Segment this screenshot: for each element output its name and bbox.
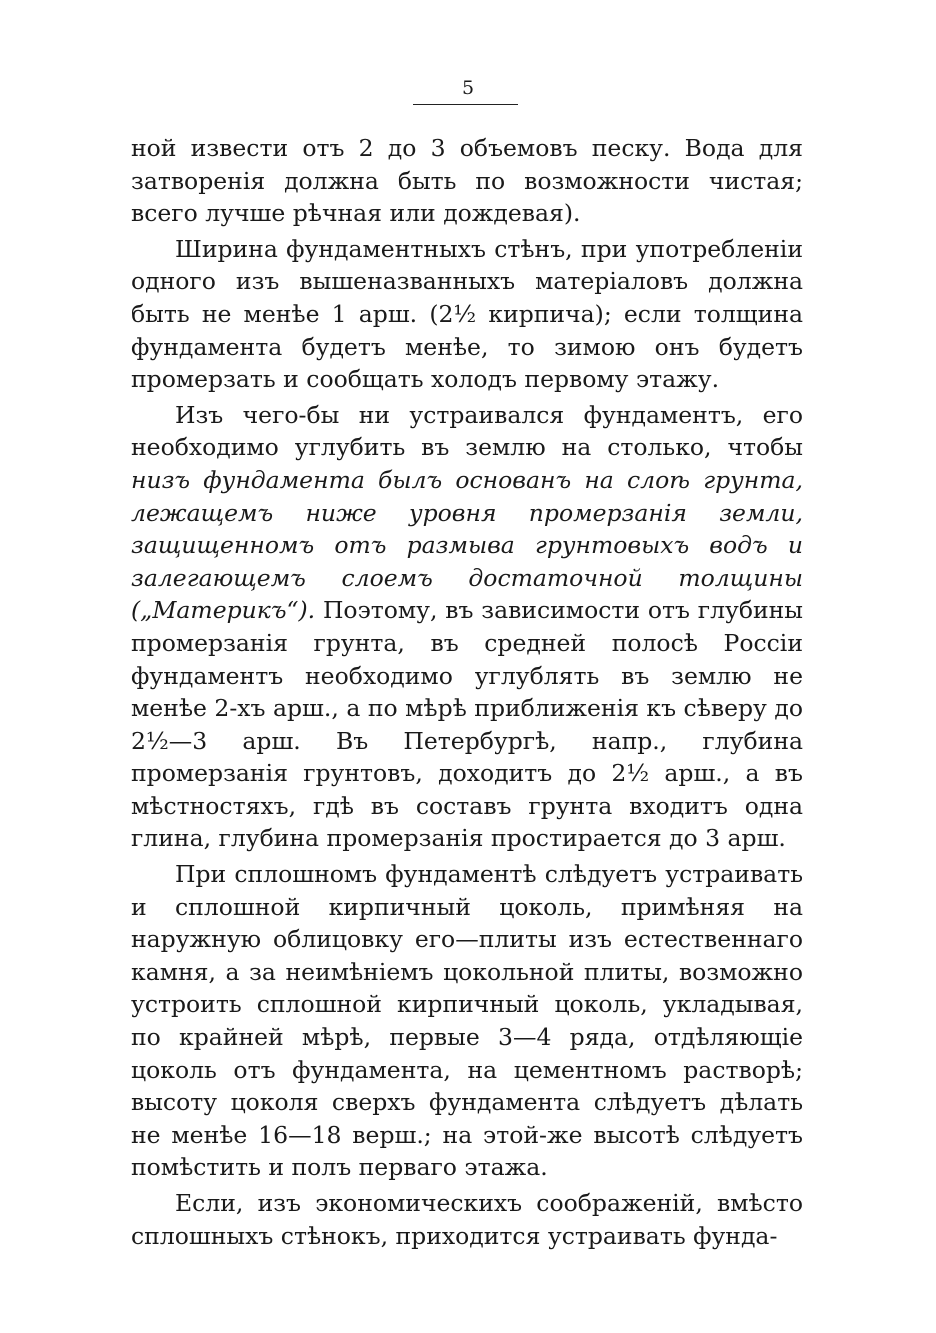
paragraph-2: Ширина фундаментныхъ стѣнъ, при употребленіи одного изъ вышеназванныхъ матеріаловъ должна быть не менѣе 1 арш. (2½ кирпича); если толщина фундамента будетъ менѣе, то зимою онъ будетъ промерзать и сообщать холодъ первому этажу. xyxy=(131,234,803,394)
paragraph-5: Если, изъ экономическихъ соображеній, вмѣсто сплошныхъ стѣнокъ, приходится устраивать фунда- xyxy=(131,1189,803,1250)
header-rule xyxy=(413,104,518,105)
paragraph-3-italic-emphasis: низъ фундамента былъ основанъ на слоѣ грунта, лежащемъ ниже уровня промерзанія земли, защищенномъ отъ размыва грунтовыхъ водъ и залегающемъ слоемъ достаточной толщины („Материкъ“). xyxy=(131,465,803,625)
paragraph-3 xyxy=(131,399,803,855)
page-number: 5 xyxy=(461,77,475,99)
paragraph-3-text-end: Поэтому, въ зависимости отъ глубины промерзанія грунта, въ средней полосѣ Россіи фундаментъ необходимо углублять въ землю не менѣе 2-хъ арш., а по мѣрѣ приближенія къ сѣверу до 2½—3 арш. Въ Петербургѣ, напр., глубина промерзанія грунтовъ, доходитъ до 2½ арш., а въ мѣстностяхъ, гдѣ въ составъ грунта входитъ одна глина, глубина промерзанія простирается до 3 арш. xyxy=(131,596,803,853)
paragraph-3-text-start: Изъ чего-бы ни устраивался фундаментъ, его необходимо углубить въ землю на столько, чтобы xyxy=(131,400,803,462)
paragraph-1: ной извести отъ 2 до 3 объемовъ песку. Вода для затворенія должна быть по возможности чистая; всего лучше рѣчная или дождевая). xyxy=(131,134,803,228)
paragraph-4: При сплошномъ фундаментѣ слѣдуетъ устраивать и сплошной кирпичный цоколь, примѣняя на наружную облицовку его—плиты изъ естественнаго камня, а за неимѣніемъ цокольной плиты, возможно устроить сплошной кирпичный цоколь, укладывая, по крайней мѣрѣ, первые 3—4 ряда, отдѣляющіе цоколь отъ фундамента, на цементномъ растворѣ; высоту цоколя сверхъ фундамента слѣдуетъ дѣлать не менѣе 16—18 верш.; на этой-же высотѣ слѣдуетъ помѣстить и полъ перваго этажа. xyxy=(131,860,803,1182)
body-text xyxy=(131,132,803,1252)
